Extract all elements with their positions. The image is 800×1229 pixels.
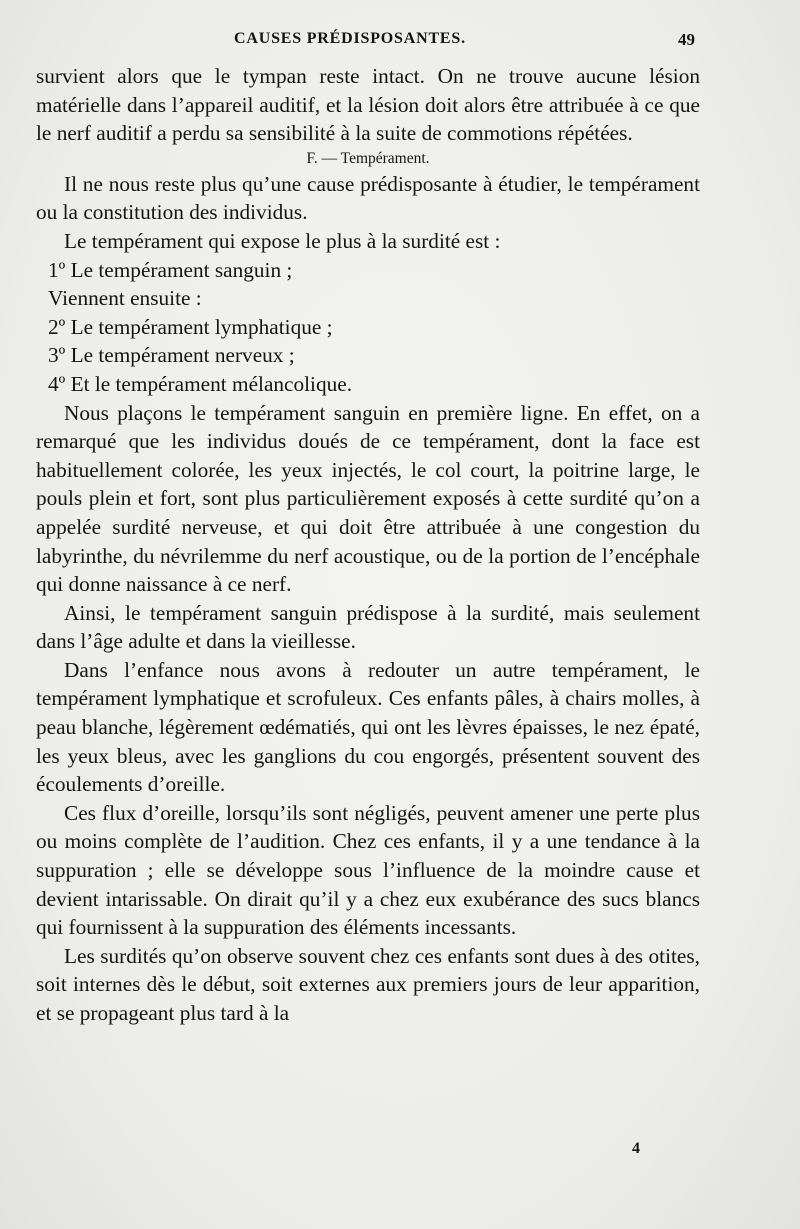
page-number: 49: [678, 30, 695, 49]
paragraph-temperament-intro: Il ne nous reste plus qu’une cause prédisposante à étudier, le tempérament ou la constitution des individus.: [36, 171, 700, 225]
signature-mark: 4: [632, 1140, 640, 1157]
page-body: [36, 62, 700, 1028]
list-item-melancolique: 4º Et le tempérament mélancolique.: [48, 371, 353, 396]
paragraph-ainsi: Ainsi, le tempérament sanguin prédispose à la surdité, mais seulement dans l’âge adulte et dans la vieillesse.: [36, 600, 700, 654]
list-item-lymphatique: 2º Le tempérament lymphatique ;: [48, 314, 333, 339]
list-item-nerveux: 3º Le tempérament nerveux ;: [48, 343, 295, 368]
running-title: CAUSES PRÉDISPOSANTES.: [234, 30, 466, 47]
paragraph-enfance: Dans l’enfance nous avons à redouter un autre tempérament, le tempérament lymphatique et scrofuleux. Ces enfants pâles, à chairs molles, à peau blanche, légèrement œdématiés, qui ont les lèvres épaisses, le nez épaté, les yeux bleus, avec les ganglions du cou engorgés, présentent souvent des écoulements d’oreille.: [36, 657, 700, 797]
paragraph-sanguin: Nous plaçons le tempérament sanguin en première ligne. En effet, on a remarqué que les individus doués de ce tempérament, dont la face est habituellement colorée, les yeux injectés, le col court, la poitrine large, le pouls plein et fort, sont plus particulièrement exposés à cette surdité qu’on a appelée surdité nerveuse, et qui doit être attribuée à une congestion du labyrinthe, du névrilemme du nerf acoustique, ou de la portion de l’encéphale qui donne naissance à ce nerf.: [36, 400, 700, 597]
paragraph-list-intro: Le tempérament qui expose le plus à la surdité est :: [64, 228, 501, 253]
paragraph-flux: Ces flux d’oreille, lorsqu’ils sont négligés, peuvent amener une perte plus ou moins complète de l’audition. Chez ces enfants, il y a une tendance à la suppuration ; elle se développe sous l’influence de la moindre cause et devient intarissable. On dirait qu’il y a chez eux exubérance des sucs blancs qui fournissent à la suppuration des éléments incessants.: [36, 800, 700, 940]
paragraph-viennent: Viennent ensuite :: [48, 286, 202, 311]
paragraph-surdites: Les surdités qu’on observe souvent chez ces enfants sont dues à des otites, soit internes dès le début, soit externes aux premiers jours de leur apparition, et se propageant plus tard à la: [36, 943, 700, 1025]
list-item-sanguin: 1º Le tempérament sanguin ;: [48, 257, 293, 282]
page-header: [60, 30, 695, 56]
section-heading: F. — Tempérament.: [306, 149, 430, 167]
paragraph-continuation: survient alors que le tympan reste intact. On ne trouve aucune lésion matérielle dans l’appareil auditif, et la lésion doit alors être attribuée à ce que le nerf auditif a perdu sa sensibilité à la suite de commotions répétées.: [36, 64, 700, 146]
